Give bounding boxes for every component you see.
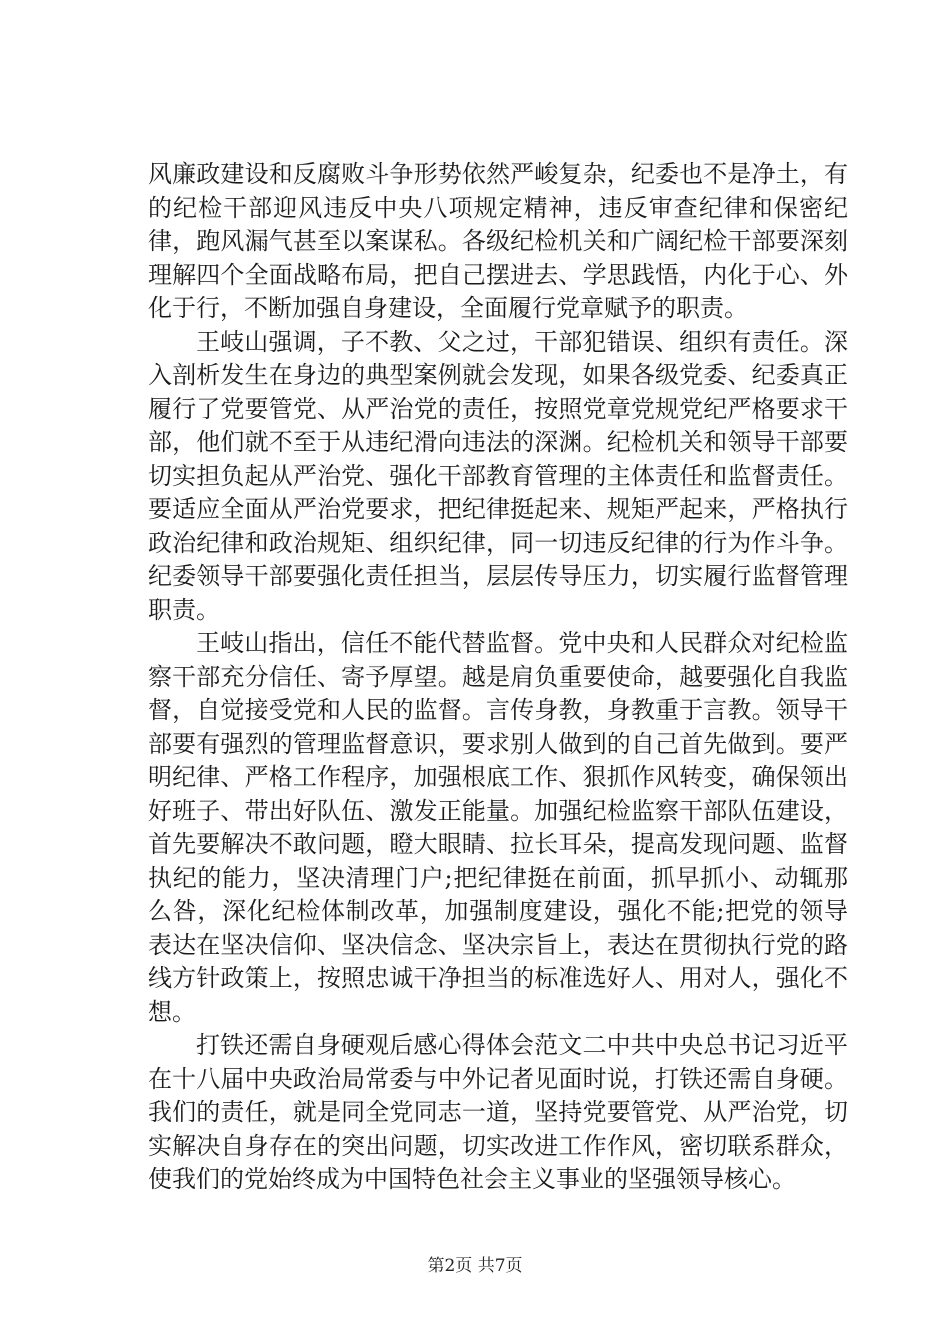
page-number-footer: 第2页 共7页 [427,1256,523,1276]
paragraph-wang-qishan-emphasis: 王岐山强调，子不教、父之过，干部犯错误、组织有责任。深入剖析发生在身边的典型案例就会发现，如果各级党委、纪委真正履行了党要管党、从严治党的责任，按照党章党规党纪严格要求干部，他们就不至于从违纪滑向违法的深渊。纪检机关和领导干部要切实担负起从严治党、强化干部教育管理的主体责任和监督责任。要适应全面从严治党要求，把纪律挺起来、规矩严起来，严格执行政治纪律和政治规矩、组织纪律，同一切违反纪律的行为作斗争。纪委领导干部要强化责任担当，层层传导压力，切实履行监督管理职责。 [148,327,848,624]
document-body [148,158,848,1197]
paragraph-wang-qishan-supervision: 王岐山指出，信任不能代替监督。党中央和人民群众对纪检监察干部充分信任、寄予厚望。越是肩负重要使命，越要强化自我监督，自觉接受党和人民的监督。言传身教，身教重于言教。领导干部要有强烈的管理监督意识，要求别人做到的自己首先做到。要严明纪律、严格工作程序，加强根底工作、狠抓作风转变，确保领出好班子、带出好队伍、激发正能量。加强纪检监察干部队伍建设，首先要解决不敢问题，瞪大眼睛、拉长耳朵，提高发现问题、监督执纪的能力，坚决清理门户;把纪律挺在前面，抓早抓小、动辄那么咎，深化纪检体制改革，加强制度建设，强化不能;把党的领导表达在坚决信仰、坚决信念、坚决宗旨上，表达在贯彻执行党的路线方针政策上，按照忠诚干净担当的标准选好人、用对人，强化不想。 [148,629,848,1026]
paragraph-continued: 风廉政建设和反腐败斗争形势依然严峻复杂，纪委也不是净土，有的纪检干部迎风违反中央八项规定精神，违反审查纪律和保密纪律，跑风漏气甚至以案谋私。各级纪检机关和广阔纪检干部要深刻理解四个全面战略布局，把自己摆进去、学思践悟，内化于心、外化于行，不断加强自身建设，全面履行党章赋予的职责。 [148,160,848,322]
paragraph-sample-essay-two: 打铁还需自身硬观后感心得体会范文二中共中央总书记习近平在十八届中央政治局常委与中外记者见面时说，打铁还需自身硬。我们的责任，就是同全党同志一道，坚持党要管党、从严治党，切实解决自身存在的突出问题，切实改进工作作风，密切联系群众，使我们的党始终成为中国特色社会主义事业的坚强领导核心。 [148,1031,848,1193]
